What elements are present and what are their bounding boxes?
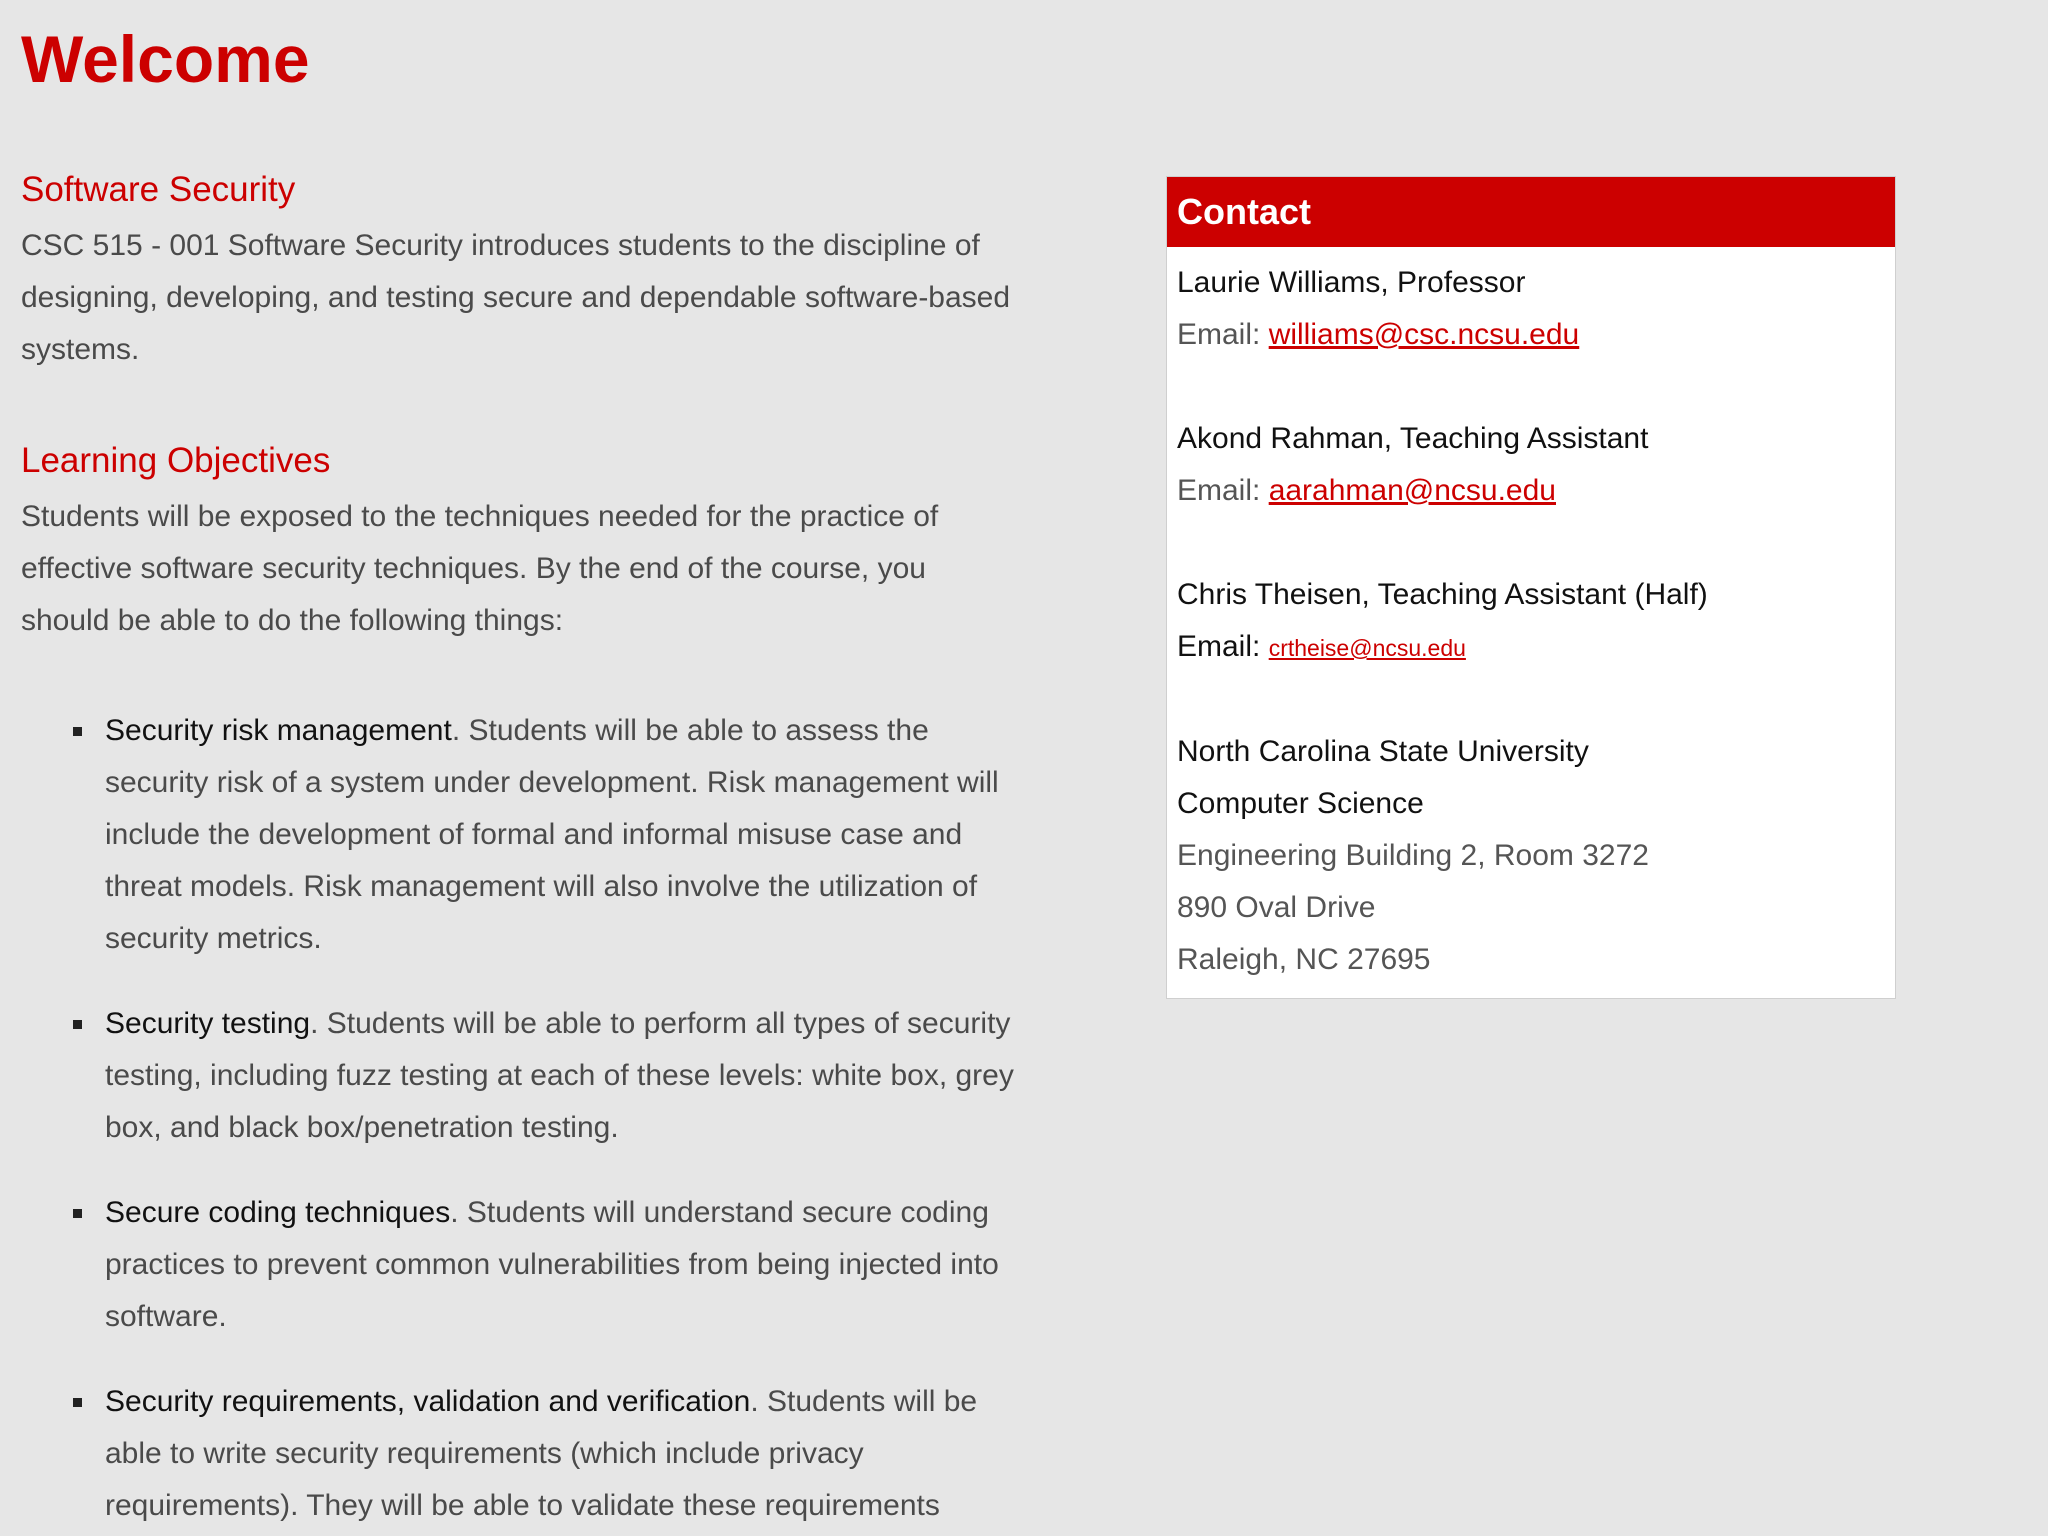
address-university: North Carolina State University <box>1177 735 1589 768</box>
learning-objectives-intro: Students will be exposed to the techniques needed for the practice of effective software security techniques. By the end of the course, you should be able to do the following things: <box>21 500 939 637</box>
contact-body <box>1167 247 1895 986</box>
email-label: Email: <box>1177 318 1269 351</box>
contact-person <box>1177 569 1885 674</box>
email-label: Email: <box>1177 630 1269 663</box>
address-department: Computer Science <box>1177 787 1424 820</box>
objective-title: Security testing <box>105 1007 311 1040</box>
objective-item <box>105 1187 1035 1343</box>
email-line <box>1177 309 1885 361</box>
contact-person <box>1177 413 1885 517</box>
objective-item <box>105 705 1035 965</box>
address-street: 890 Oval Drive <box>1177 891 1376 924</box>
learning-objectives-heading: Learning Objectives <box>21 441 331 480</box>
bullet-icon <box>73 1020 82 1029</box>
objective-text: . Students will understand secure coding practices to prevent common vulnerabilities from being injected into software. <box>105 1196 999 1333</box>
objectives-list <box>21 705 1014 1532</box>
email-link[interactable]: crtheise@ncsu.edu <box>1268 635 1466 661</box>
contact-heading: Contact <box>1167 177 1895 247</box>
email-line <box>1177 621 1885 674</box>
contact-person <box>1177 257 1885 361</box>
software-security-description: CSC 515 - 001 Software Security introduces students to the discipline of designing, developing, and testing secure and dependable software-based systems. <box>21 229 1011 366</box>
address-building: Engineering Building 2, Room 3272 <box>1177 839 1649 872</box>
main-content <box>21 160 1014 1536</box>
learning-objectives-section <box>21 431 1014 1532</box>
objective-title: Security requirements, validation and verification <box>105 1385 751 1418</box>
software-security-section <box>21 160 1011 376</box>
objective-text: . Students will be able to write security requirements (which include privacy requirements). They will be able to validate these requirements <box>105 1385 978 1522</box>
objective-text: . Students will be able to assess the security risk of a system under development. Risk management will include the development of formal and informal misuse case and threat models. Risk management will also involve the utilization of security metrics. <box>105 714 999 955</box>
email-link[interactable]: williams@csc.ncsu.edu <box>1268 318 1580 351</box>
person-name: Akond Rahman, Teaching Assistant <box>1177 422 1649 455</box>
objective-title: Security risk management <box>105 714 452 747</box>
objective-item <box>105 1376 1035 1532</box>
bullet-icon <box>73 1398 82 1407</box>
software-security-heading: Software Security <box>21 170 296 209</box>
email-label: Email: <box>1177 474 1269 507</box>
email-link[interactable]: aarahman@ncsu.edu <box>1268 474 1556 507</box>
contact-card <box>1166 176 1896 999</box>
bullet-icon <box>73 1209 82 1218</box>
objective-text: . Students will be able to perform all types of security testing, including fuzz testing at each of these levels: white box, grey box, and black box/penetration testing. <box>105 1007 1014 1144</box>
person-name: Chris Theisen, Teaching Assistant (Half) <box>1177 578 1708 611</box>
address-city: Raleigh, NC 27695 <box>1177 943 1431 976</box>
contact-address <box>1177 726 1885 986</box>
email-line <box>1177 465 1885 517</box>
bullet-icon <box>73 727 82 736</box>
page-title: Welcome <box>21 22 310 96</box>
objective-title: Secure coding techniques <box>105 1196 451 1229</box>
objective-item <box>105 998 1035 1154</box>
person-name: Laurie Williams, Professor <box>1177 266 1526 299</box>
